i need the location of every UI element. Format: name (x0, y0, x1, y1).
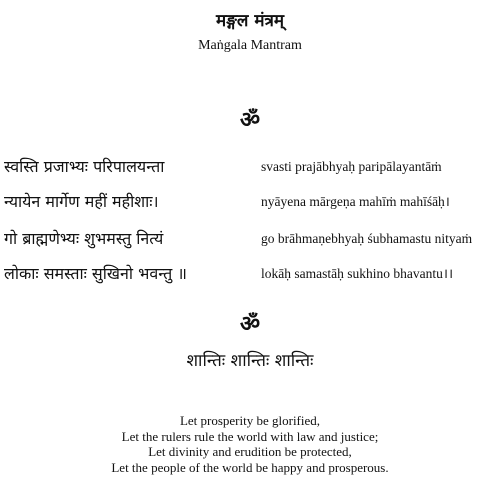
title-devanagari: मङ्गल मंत्रम् (215, 11, 285, 31)
verse-line (0, 190, 500, 214)
verse-transliteration: lokāḥ samastāḥ sukhino bhavantu।। (261, 266, 454, 281)
shanti-line: शान्तिः शान्तिः शान्तिः (186, 351, 314, 371)
verse-devanagari: गो ब्राह्मणेभ्यः शुभमस्तु नित्यं (4, 229, 164, 248)
verse-devanagari: लोकाः समस्ताः सुखिनो भवन्तु ॥ (4, 264, 187, 283)
verse-devanagari: न्यायेन मार्गेण महीं महीशाः। (4, 192, 159, 211)
title-transliteration: Maṅgala Mantram (198, 38, 302, 53)
verse-transliteration: go brāhmaṇebhyaḥ śubhamastu nityaṁ (261, 231, 473, 246)
om-icon: ॐ (239, 312, 261, 337)
verse-line (0, 262, 500, 286)
translation-line: Let prosperity be glorified, (179, 413, 321, 428)
english-translation (0, 413, 500, 475)
om-icon: ॐ (239, 108, 261, 133)
translation-line: Let the rulers rule the world with law and justice; (121, 428, 379, 444)
verse-line (0, 155, 500, 179)
translation-line: Let the people of the world be happy and prosperous. (111, 459, 389, 475)
verse-line (0, 227, 500, 251)
verse-transliteration: nyāyena mārgeṇa mahīṁ mahīśāḥ। (261, 194, 450, 209)
verse-transliteration: svasti prajābhyaḥ paripālayantāṁ (261, 159, 442, 174)
translation-line: Let divinity and erudition be protected, (148, 444, 352, 459)
verse-devanagari: स्वस्ति प्रजाभ्यः परिपालयन्ता (4, 157, 165, 176)
